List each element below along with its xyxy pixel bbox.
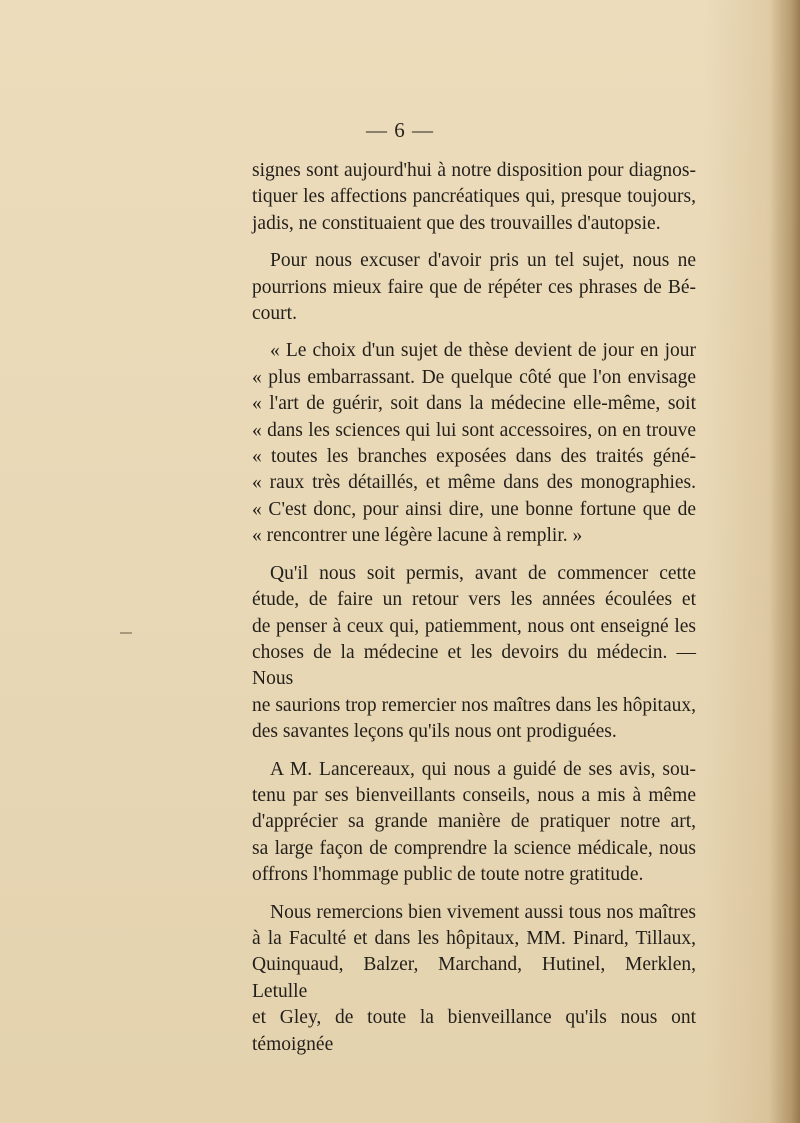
- quote-line: « dans les sciences qui lui sont accessoires, on en trouve: [252, 419, 696, 441]
- paragraph-5: [252, 757, 696, 889]
- quote-line: « l'art de guérir, soit dans la médecine elle-même, soit: [252, 393, 696, 415]
- quotation-paragraph: [252, 338, 696, 549]
- quote-line: « raux très détaillés, et même dans des monographies.: [252, 472, 696, 494]
- quote-line: « toutes les branches exposées dans des traités géné-: [252, 446, 696, 468]
- text-line: sa large façon de comprendre la science médicale, nous: [252, 837, 696, 859]
- text-line: choses de la médecine et les devoirs du médecin. — Nous: [252, 641, 696, 690]
- quote-line: « Le choix d'un sujet de thèse devient de jour en jour: [270, 340, 696, 362]
- text-line: jadis, ne constituaient que des trouvailles d'autopsie.: [252, 212, 661, 234]
- paragraph-2: [252, 248, 696, 327]
- quote-line: « C'est donc, pour ainsi dire, une bonne fortune que de: [252, 498, 696, 520]
- text-line: Qu'il nous soit permis, avant de commencer cette: [270, 562, 696, 584]
- text-line: court.: [252, 303, 297, 325]
- text-line: tiquer les affections pancréatiques qui, presque toujours,: [252, 186, 696, 208]
- quote-line: « plus embarrassant. De quelque côté que l'on envisage: [252, 366, 696, 388]
- page-edge-shadow: [770, 0, 800, 1123]
- text-line: offrons l'hommage public de toute notre gratitude.: [252, 864, 644, 886]
- text-line: Pour nous excuser d'avoir pris un tel sujet, nous ne: [270, 250, 696, 272]
- text-line: étude, de faire un retour vers les années écoulées et: [252, 589, 696, 611]
- text-line: Nous remercions bien vivement aussi tous nos maîtres: [270, 901, 696, 923]
- text-line: de penser à ceux qui, patiemment, nous ont enseigné les: [252, 615, 696, 637]
- paragraph-1: [252, 158, 696, 237]
- text-line: et Gley, de toute la bienveillance qu'ils nous ont témoignée: [252, 1007, 696, 1055]
- text-line: Quinquaud, Balzer, Marchand, Hutinel, Merklen, Letulle: [252, 954, 696, 1002]
- quote-line: « rencontrer une légère lacune à remplir. »: [252, 525, 583, 547]
- paragraph-4: [252, 561, 696, 746]
- stray-mark: [120, 632, 132, 634]
- text-line: d'apprécier sa grande manière de pratiquer notre art,: [252, 811, 696, 833]
- text-line: à la Faculté et dans les hôpitaux, MM. Pinard, Tillaux,: [252, 927, 696, 949]
- text-line: pourrions mieux faire que de répéter ces phrases de Bé-: [252, 276, 696, 298]
- text-line: ne saurions trop remercier nos maîtres dans les hôpitaux,: [252, 694, 696, 716]
- page-number: — 6 —: [366, 118, 434, 142]
- text-line: signes sont aujourd'hui à notre disposition pour diagnos-: [252, 160, 696, 181]
- text-line: tenu par ses bienveillants conseils, nous a mis à même: [252, 784, 696, 806]
- text-line: des savantes leçons qu'ils nous ont prodiguées.: [252, 721, 617, 743]
- paragraph-6: [252, 900, 696, 1058]
- body-text: [252, 158, 696, 1069]
- text-line: A M. Lancereaux, qui nous a guidé de ses avis, sou-: [270, 758, 696, 780]
